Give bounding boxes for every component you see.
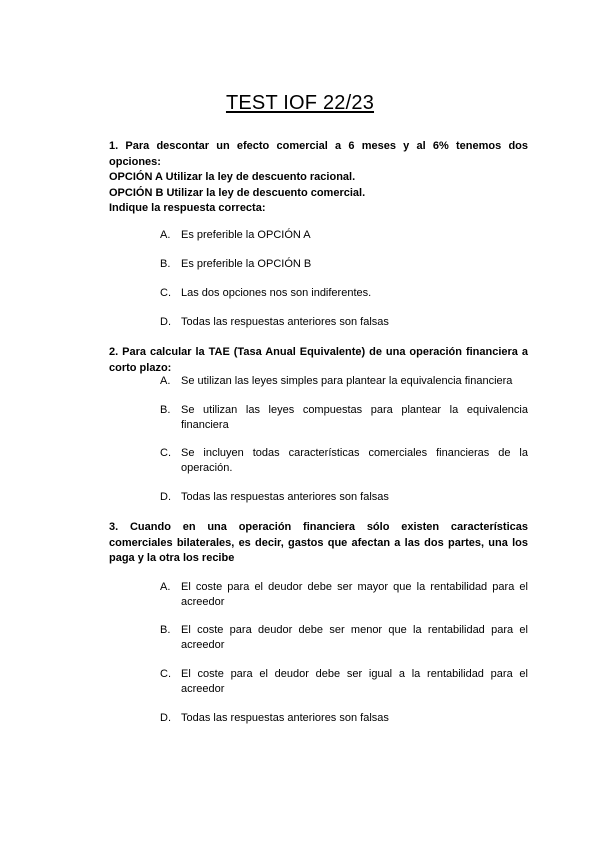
question-line: 2. Para calcular la TAE (Tasa Anual Equivalente) de una operación financiera a [109,346,528,358]
question-2-option-c [160,446,528,476]
option-text: Las dos opciones nos son indiferentes. [181,287,372,299]
question-1-option-a [160,228,528,243]
question-1-option-d [160,315,528,330]
option-text: El coste para el deudor debe ser mayor que la rentabilidad para el acreedor [181,581,528,608]
question-2-text [109,345,528,376]
question-line: opciones: [109,155,161,168]
option-letter: B. [160,624,171,636]
question-2-option-d [160,490,528,505]
question-3-option-b [160,623,528,653]
question-2-option-a [160,374,528,389]
question-3-option-c [160,667,528,697]
question-line: OPCIÓN B Utilizar la ley de descuento comercial. [109,186,366,199]
question-1-text [109,139,528,217]
option-text: Se incluyen todas características comerciales financieras de la operación. [181,447,528,474]
option-letter: D. [160,491,171,503]
option-text: Se utilizan las leyes compuestas para plantear la equivalencia financiera [181,404,528,431]
question-3-option-a [160,580,528,610]
question-1-option-c [160,286,528,301]
question-line: corto plazo: [109,361,172,374]
question-3-text [109,520,528,567]
option-letter: D. [160,712,171,724]
option-letter: A. [160,375,171,387]
option-text: El coste para deudor debe ser menor que la rentabilidad para el acreedor [181,624,528,651]
question-line: OPCIÓN A Utilizar la ley de descuento racional. [109,171,356,183]
option-text: Es preferible la OPCIÓN A [181,229,311,241]
option-letter: B. [160,258,171,270]
option-text: Es preferible la OPCIÓN B [181,258,312,270]
option-text: Todas las respuestas anteriores son falsas [181,712,389,724]
option-letter: C. [160,668,171,680]
question-1-option-b [160,257,528,272]
option-text: El coste para el deudor debe ser igual a la rentabilidad para el acreedor [181,668,528,695]
question-3-option-d [160,711,528,726]
page-title: TEST IOF 22/23 [225,92,375,114]
question-line: 3. Cuando en una operación financiera sólo existen características [109,521,528,533]
question-line: Indique la respuesta correcta: [109,202,266,214]
option-letter: D. [160,316,171,328]
option-letter: A. [160,581,171,593]
question-line: paga y la otra los recibe [109,552,235,564]
option-letter: B. [160,404,171,416]
option-text: Todas las respuestas anteriores son falsas [181,491,389,503]
option-letter: C. [160,447,171,459]
option-text: Se utilizan las leyes simples para plantear la equivalencia financiera [181,375,513,387]
question-line: comerciales bilaterales, es decir, gastos que afectan a las dos partes, una los [109,536,528,549]
option-letter: A. [160,229,171,241]
option-text: Todas las respuestas anteriores son falsas [181,316,389,328]
option-letter: C. [160,287,171,299]
question-2-option-b [160,403,528,433]
question-line: 1. Para descontar un efecto comercial a 6 meses y al 6% tenemos dos [109,140,528,152]
